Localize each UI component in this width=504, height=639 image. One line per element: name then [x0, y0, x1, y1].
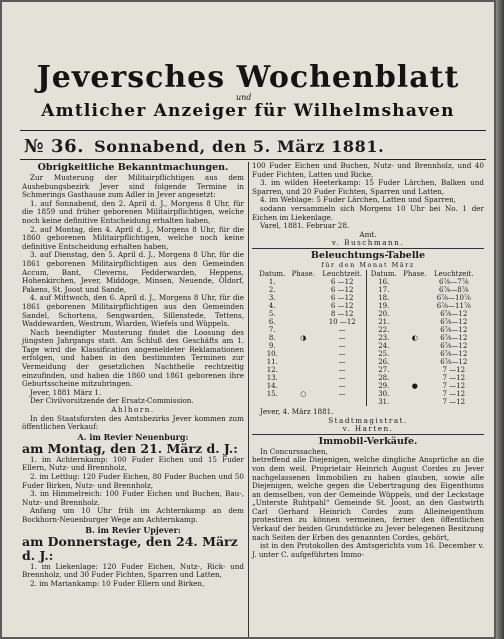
masthead-und: und	[236, 93, 252, 102]
right-column	[252, 162, 484, 559]
table-cell	[289, 350, 318, 358]
table-header-cell: Phase.	[291, 269, 315, 278]
table-cell	[400, 342, 429, 350]
table-cell: 15.	[266, 389, 278, 398]
table-cell	[400, 366, 429, 374]
magistrat-place: Jever, 4. März 1881.	[260, 406, 334, 416]
table-cell: 18.	[367, 294, 400, 302]
table-cell: 31.	[367, 398, 400, 406]
table-cell: 13.	[266, 373, 278, 382]
table-cell: 6⅞—12	[440, 309, 468, 318]
table-cell: 8 —12	[330, 309, 354, 318]
table-cell: 6⅞—8⅞	[439, 285, 469, 294]
table-row	[256, 366, 478, 374]
table-cell: 6⅞—12	[440, 357, 468, 366]
table-cell	[289, 278, 318, 286]
forest-item-r5: sodann versammeln sich Morgens 10 Uhr bei No. 1 der Eichen im Liekenlage.	[252, 203, 484, 222]
table-cell: 22.	[367, 326, 400, 334]
section-title: Obrigkeitliche Bekanntmachungen.	[37, 162, 229, 173]
concurs-body-2: ist in den Protokollen des Amtsgerichts vom 16. December v. J. unter C. aufgeführten Immo-	[252, 541, 484, 559]
table-row	[256, 294, 478, 302]
signature-name: Ahlhorn.	[111, 405, 155, 415]
table-cell	[400, 350, 429, 358]
table-title: Beleuchtungs-Tabelle	[252, 248, 484, 261]
table-body	[256, 278, 478, 406]
table-cell	[256, 398, 289, 406]
forest-item-2: 2. im Lettlug: 120 Fuder Eichen, 80 Fuder Buchen und 50 Fuder Birken, Nutz- und Brennholz,	[22, 472, 244, 490]
table-cell	[400, 302, 429, 310]
table-cell: 6⅞—12	[440, 349, 468, 358]
table-cell: 7 —12	[442, 365, 466, 374]
forest-item-r3: 3. im wilden Heeterkamp: 15 Fuder Lärchen, Balken und Sparren, und 20 Fuder Fichten, Sparren und Latten,	[252, 178, 484, 196]
table-cell	[400, 278, 429, 286]
table-cell: 11.	[266, 357, 278, 366]
table-row	[256, 286, 478, 294]
lighting-table	[256, 270, 478, 406]
table-cell	[289, 366, 318, 374]
table-cell: 29.	[367, 382, 400, 390]
table-row	[256, 326, 478, 334]
paragraph-3: 3. auf Dienstag, den 5. April d. J., Morgens 8 Uhr, für die 1861 geborenen Militairpflichtigen aus den Gemeinden Accum, Bant, Cleverns, Fedderwarden, Heppens, Hohenkirchen, Jever, Middoge, Minsen, Neuende, Oldorf, Pakens, St. Joost und Sande,	[22, 250, 244, 294]
auction-date-2: am Donnerstage, den 24. März d. J.:	[22, 533, 238, 563]
table-cell	[289, 318, 318, 326]
table-cell: 24.	[367, 342, 400, 350]
table-header-cell: Leuchtzeit.	[433, 269, 474, 278]
table-cell: —	[338, 373, 346, 382]
column-divider	[248, 162, 249, 637]
table-cell	[400, 310, 429, 318]
table-cell: 25.	[367, 350, 400, 358]
signature-place: Jever, 1881 März 1.	[30, 387, 102, 397]
forest-item-6: 2. im Mariankamp: 10 Fuder Ellern und Birken,	[30, 578, 205, 588]
table-cell: 23.	[367, 334, 400, 342]
table-header-cell: Datum.	[367, 270, 400, 278]
table-cell: 14.	[266, 381, 278, 390]
rule-top	[20, 130, 486, 131]
table-cell: —	[338, 381, 346, 390]
table-cell: 6 —12	[330, 285, 354, 294]
table-cell: 6⅞—12	[440, 325, 468, 334]
table-header-cell: Leuchtzeit.	[322, 269, 363, 278]
table-header-cell: Phase.	[403, 269, 427, 278]
table-cell: 17.	[367, 286, 400, 294]
table-cell: 6⅞—12	[440, 341, 468, 350]
table-cell	[289, 302, 318, 310]
table-cell: 7 —12	[442, 397, 466, 406]
table-header-cell: Datum.	[259, 269, 286, 278]
table-cell: 10.	[266, 349, 278, 358]
table-cell: —	[338, 349, 346, 358]
table-cell: 16.	[367, 278, 400, 286]
amt-place: Varel, 1881. Februar 28.	[260, 221, 350, 231]
table-cell: 21.	[367, 318, 400, 326]
table-cell	[289, 326, 318, 334]
masthead-subtitle: Amtlicher Anzeiger für Wilhelmshaven	[41, 101, 455, 121]
table-cell: 6 —12	[330, 293, 354, 302]
table-cell: 5.	[268, 309, 276, 318]
table-cell: 2.	[268, 285, 276, 294]
table-cell	[289, 382, 318, 390]
paragraph-2: 2. auf Montag, den 4. April d. J., Morgens 8 Uhr, für die 1860 geborenen Militairpflichtigen, welche noch keine definitive Entscheidung erhalten haben,	[22, 224, 244, 251]
table-row	[256, 342, 478, 350]
table-row	[256, 302, 478, 310]
table-cell: ●	[411, 381, 418, 390]
table-cell: 6⅞—7⅞	[439, 277, 469, 286]
table-cell	[318, 398, 367, 406]
paragraph-1: 1. auf Sonnabend, den 2. April d. J., Morgens 8 Uhr, für die 1859 und früher geborenen Militairpflichtigen, welche noch keine definitive Entscheidung erhalten haben,	[22, 198, 244, 225]
table-cell	[289, 374, 318, 382]
table-row	[256, 350, 478, 358]
table-cell	[289, 310, 318, 318]
table-row	[256, 310, 478, 318]
table-cell: 8.	[268, 333, 276, 342]
forest-item-1: 1. im Achternkamp: 100 Fuder Eichen und 15 Fuder Ellern, Nutz- und Brennholz,	[22, 454, 244, 473]
table-cell	[400, 294, 429, 302]
table-cell: —	[338, 333, 346, 342]
section-2-title: Immobil-Verkäufe.	[252, 434, 484, 447]
table-cell: 7 —12	[442, 389, 466, 398]
table-cell: 6 —12	[330, 301, 354, 310]
forest-intro: In den Staatsforsten des Amtsbezirks Jever kommen zum öffentlichen Verkauf:	[22, 413, 244, 432]
table-cell: 6⅞—11⅞	[436, 301, 471, 310]
table-cell: 6⅞—10⅞	[436, 293, 471, 302]
forest-item-5: 1. im Liekenlage: 120 Fuder Eichen, Nutz-, Rick- und Brennholz, und 30 Fuder Fichten, Sparren und Latten,	[22, 561, 244, 580]
table-cell: 7 —12	[442, 381, 466, 390]
issue-line	[24, 136, 488, 157]
table-row	[256, 382, 478, 390]
table-cell: 30.	[367, 390, 400, 398]
masthead-title: Jeversches Wochenblatt	[36, 60, 460, 95]
signature-org: Der Civilvorsitzende der Ersatz-Commission.	[30, 396, 194, 406]
table-cell: 3.	[268, 293, 276, 302]
table-cell	[289, 358, 318, 366]
continued-text: 100 Fuder Eichen und Buchen, Nutz- und Brennholz, und 40 Fuder Fichten, Latten und Ricke,	[252, 161, 484, 179]
concurs-body: betreffend alle Diejenigen, welche dingliche Ansprüche an die von dem weil. Proprietair Heinrich August Cordes zu Jever nachgelassenen Immobilien zu haben glauben, sowie alle Diejenigen, welche gegen die Uebertragung des Eigenthums an demselben, von der Gemeinde Wüppels, und der Leckstage „Unterste Ruhtpahl“ Gemeinde St. Joost, an den Gastwirth Carl Gerhard Heinrich Cordes zum Alleineigenthum protestiren zu können vermeinen, ferner den öffentlichen Verkauf der beiden Grundstücke zu Jever belegenen Besitzung nach Seiten der Erben des genannten Cordes, gehört,	[252, 455, 484, 542]
table-header-row	[256, 270, 478, 278]
table-cell: —	[338, 325, 346, 334]
table-cell: —	[338, 357, 346, 366]
table-cell: 12.	[266, 365, 278, 374]
table-cell: 26.	[367, 358, 400, 366]
table-cell	[289, 286, 318, 294]
table-row	[256, 278, 478, 286]
revier-1: A. im Revier Neuenburg:	[77, 431, 189, 442]
auction-date-1: am Montag, den 21. März d. J.:	[22, 440, 238, 456]
table-cell: 7 —12	[442, 373, 466, 382]
rule-bottom	[20, 159, 486, 160]
table-cell	[400, 390, 429, 398]
forest-start: Anfang um 10 Uhr früh im Achternkamp an dem Bockhorn-Neuenburger Wege am Achternkamp.	[22, 506, 244, 524]
issue-number: № 36.	[24, 136, 85, 157]
table-cell	[289, 294, 318, 302]
table-row	[256, 334, 478, 342]
table-cell: —	[338, 341, 346, 350]
table-cell: 6 —12	[330, 277, 354, 286]
table-cell: 20.	[367, 310, 400, 318]
table-cell	[400, 318, 429, 326]
table-cell: 10 —12	[328, 317, 356, 326]
table-subtitle: für den Monat März	[321, 260, 415, 269]
table-cell: —	[338, 389, 346, 398]
table-cell: 9.	[268, 341, 276, 350]
table-cell	[400, 398, 429, 406]
table-cell: 28.	[367, 374, 400, 382]
table-cell: ◑	[300, 333, 307, 342]
table-cell: 27.	[367, 366, 400, 374]
table-cell: 6.	[268, 317, 276, 326]
table-cell	[289, 342, 318, 350]
table-row	[256, 374, 478, 382]
table-cell: 7.	[268, 325, 276, 334]
table-cell: 19.	[367, 302, 400, 310]
table-cell: 1.	[268, 277, 276, 286]
magistrat-org: Stadtmagistrat.	[328, 415, 408, 425]
issue-date: Sonnabend, den 5. März 1881.	[94, 137, 385, 156]
table-cell: 6⅞—12	[440, 333, 468, 342]
left-column	[22, 162, 244, 588]
table-cell: 6⅞—12	[440, 317, 468, 326]
paragraph-4: 4. auf Mittwoch, den 6. April d. J., Morgens 8 Uhr, für die 1861 geborenen Militairpflichtigen aus den Gemeinden Sandel, Schortens, Sengwarden, Sillenstede, Tettens, Waddewarden, Westrum, Wiarden, Wiefels und Wüppels.	[22, 293, 244, 329]
table-row	[256, 398, 478, 406]
magistrat-name: v. Harten.	[342, 424, 394, 434]
table-cell: ◐	[411, 333, 418, 342]
revier-2: B. im Revier Upjever:	[85, 524, 181, 535]
table-cell	[400, 286, 429, 294]
forest-item-3: 3. im Himmelreich: 100 Fuder Eichen und Buchen, Bau-, Nutz- und Brennholz.	[22, 489, 244, 507]
table-cell	[400, 326, 429, 334]
table-cell	[400, 358, 429, 366]
page-edge	[496, 0, 504, 639]
table-cell: —	[338, 365, 346, 374]
table-cell	[400, 374, 429, 382]
table-cell: ○	[300, 389, 307, 398]
forest-item-r4: 4. im Weblage: 5 Fuder Lärchen, Latten und Sparren,	[260, 195, 456, 205]
table-cell: 4.	[268, 301, 276, 310]
table-row	[256, 390, 478, 398]
table-row	[256, 318, 478, 326]
table-row	[256, 358, 478, 366]
amt-label: Amt.	[359, 229, 377, 239]
intro-paragraph: Zur Musterung der Militairpflichtigen aus dem Aushebungsbezirk Jever sind folgende Termine in Schmerings Gasthause zum Adler in Jever angesetzt:	[22, 173, 244, 200]
amt-name: v. Buschmann.	[331, 238, 405, 248]
paragraph-5: Nach beendigter Musterung findet die Loosung des jüngsten Jahrgangs statt. Am Schluß des Geschäfts am 1. Tage wird die Klassification angemeldeter Reklamationen erfolgen, und haben in den bestimmten Terminen zur Vermeidung der gesetzlichen Nachtheile rechtzeitig einzufinden, und haben die 1860 und 1861 geborenen ihre Geburtsscheine mitzubringen.	[22, 327, 244, 389]
newspaper-page	[2, 2, 494, 637]
concurs-heading: In Concurssachen,	[260, 446, 328, 456]
table-cell	[289, 398, 318, 406]
